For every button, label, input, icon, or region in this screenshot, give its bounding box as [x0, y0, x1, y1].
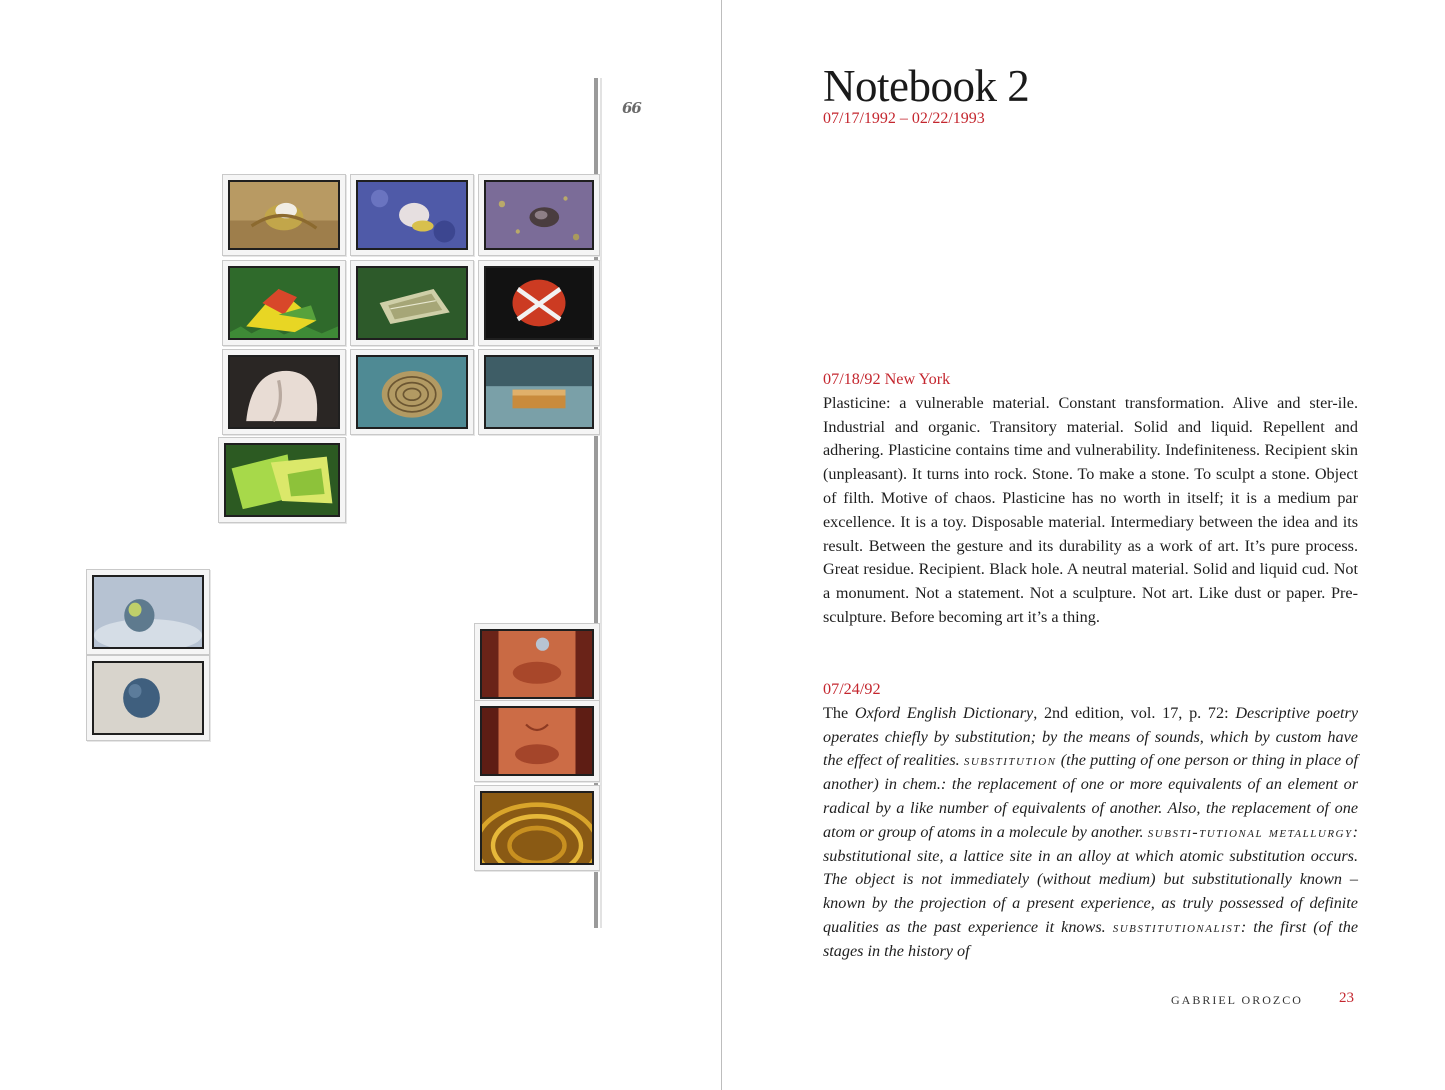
dictionary-title: Oxford English Dictionary	[854, 703, 1034, 722]
photo-box-on-street	[478, 349, 600, 435]
term-substitutional-metallurgy: substi-tutional metallurgy	[1147, 822, 1353, 841]
photo-hands-on-chest-2	[474, 700, 600, 782]
journal-entry-1	[823, 368, 1358, 630]
footer-page-number: 23	[1339, 990, 1354, 1006]
photo-plasticine-on-blue	[350, 174, 474, 256]
right-page-text	[722, 0, 1445, 1090]
photo-ball-on-snow	[86, 569, 210, 655]
photo-plaster-form	[222, 349, 346, 435]
page-title: Notebook 2	[823, 61, 1030, 111]
date-range: 07/17/1992 – 02/22/1993	[823, 110, 985, 127]
quote-part-2: (the putting of one person or thing in place of another) in chem.: the replacement of one or more equivalents of an element or radical by a like number of equivalents of another. Also, the replacement of one atom or group of atoms in a molecule by another.	[823, 751, 1358, 841]
term-substitution: substitution	[963, 751, 1057, 770]
left-page-notebook-scan	[0, 0, 721, 1090]
quote-part-1: Descriptive poetry operates chiefly by substitution; by the means of sounds, which by custom have the effect of realities.	[823, 703, 1359, 770]
notebook-margin-line-secondary	[600, 78, 602, 928]
entry-2-heading: 07/24/92	[823, 680, 881, 698]
photo-green-sheets	[218, 437, 346, 523]
photo-red-stone-taped	[478, 260, 600, 346]
footer-author: GABRIEL OROZCO	[1171, 993, 1303, 1007]
photo-foil-on-grass	[350, 260, 474, 346]
photo-plasticine-on-sand	[222, 174, 346, 256]
entry-1-body: Plasticine: a vulnerable material. Constant transformation. Alive and ster-ile. Industrial and organic. Transitory material. Solid and liquid. Repellent and adhering. Plasticine contains time and vulnerability. Indefiniteness. Recipient skin (unpleasant). It turns into rock. Stone. To make a stone. To sculpt a stone. Object of filth. Motive of chaos. Plasticine has no worth in itself; it is a medium par excellence. It is a toy. Disposable material. Intermediary between the idea and its result. Between the gesture and its durability as a work of art. It’s pure process. Great residue. Recipient. Black hole. A neutral material. Solid and liquid cud. Not a monument. Not a statement. Not a sculpture. Not art. Like dust or paper. Pre-sculpture. Before becoming art it’s a thing.	[823, 393, 1358, 626]
photo-folded-yellow-on-grass	[222, 260, 346, 346]
photo-plasticine-on-gravel	[478, 174, 600, 256]
term-substitutionalist: substitutionalist	[1112, 917, 1241, 936]
photo-ochre-rings	[474, 785, 600, 871]
quote-part-3: : substitutional site, a lattice site in an alloy at which atomic substitution occurs. The object is not immediately (without medium) but substitutionally known –known by the projection of a present experience, as truly possessed of definite qualities as the past experience it knows.	[823, 822, 1358, 936]
dictionary-citation: , 2nd edition, vol. 17, p. 72:	[1033, 703, 1236, 722]
photo-hands-on-chest-1	[474, 623, 600, 705]
handwritten-page-number: 66	[622, 99, 641, 117]
photo-blue-ball	[86, 655, 210, 741]
entry-2-intro: The	[823, 703, 855, 722]
journal-entry-2	[823, 678, 1358, 964]
quote-part-4: : the first (of the stages in the history of	[823, 917, 1359, 960]
entry-1-heading: 07/18/92 New York	[823, 370, 951, 388]
photo-spiral-plate	[350, 349, 474, 435]
